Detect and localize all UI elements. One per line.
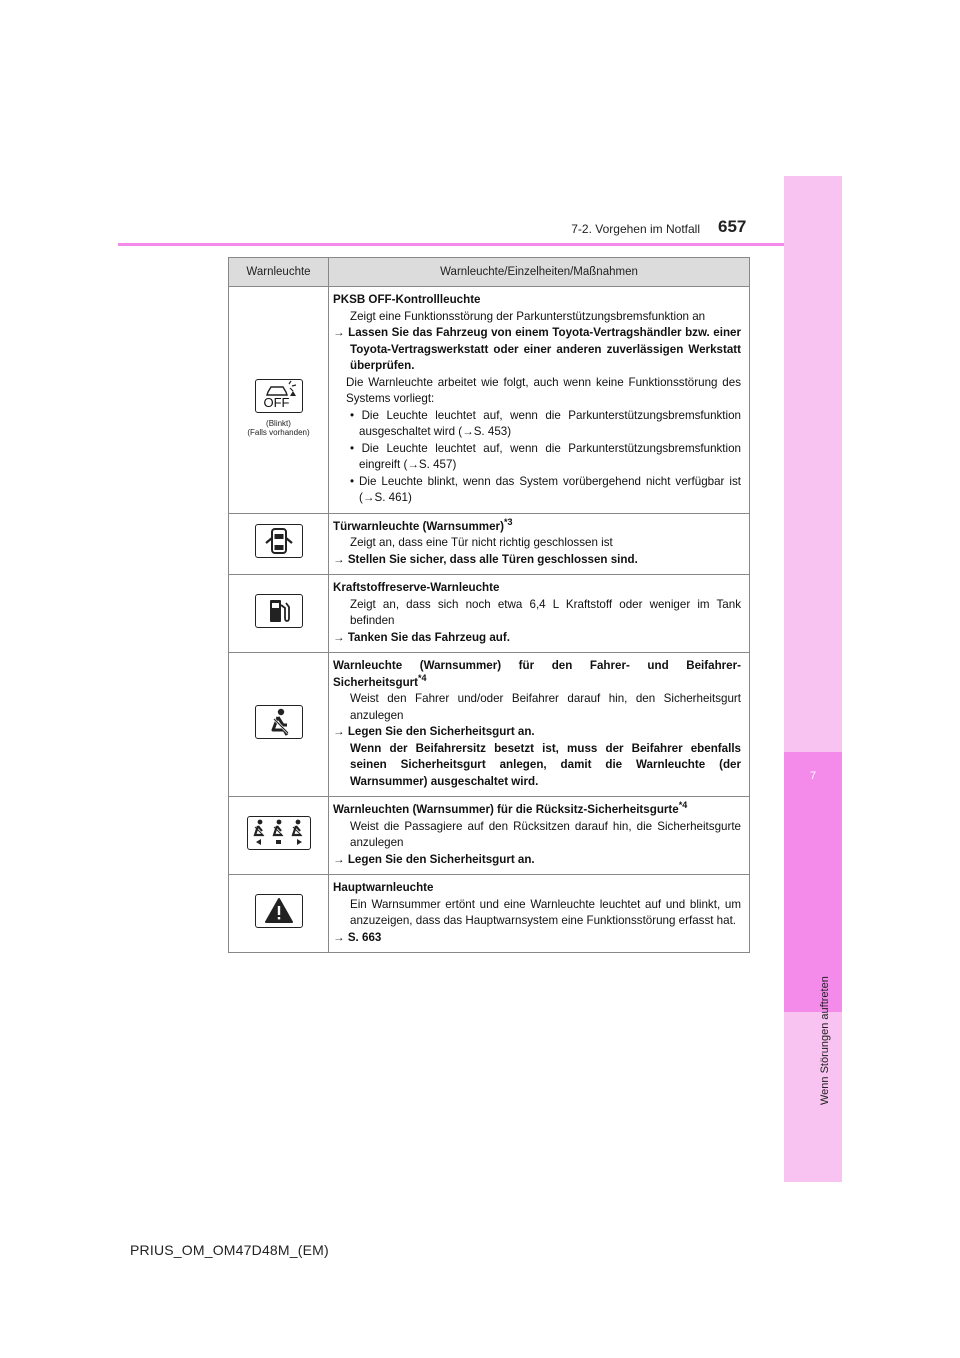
row-action: → Legen Sie den Sicherheitsgurt an. [333, 725, 535, 738]
document-code: PRIUS_OM_OM47D48M_(EM) [130, 1242, 329, 1258]
chapter-number: 7 [809, 770, 817, 782]
details-cell [329, 575, 750, 653]
table-row [229, 287, 750, 514]
row-title: Warnleuchten (Warnsummer) für die Rücksitz-Sicherheitsgurte$^{*4}$ [333, 800, 688, 816]
row-action: → Lassen Sie das Fahrzeug von einem Toyota-Vertragshändler bzw. einer Toyota-Vertragswerkstatt oder einer anderen zuverlässigen Werkstatt überprüfen. [333, 326, 741, 372]
fuel-pump-icon [255, 594, 303, 628]
arrow-icon: → [333, 930, 348, 944]
footnote-marker: *4 [678, 800, 688, 811]
chapter-title: Wenn Störungen auftreten [819, 976, 831, 1105]
row-description: Zeigt eine Funktionsstörung der Parkunterstützungsbremsfunktion an [350, 309, 706, 323]
details-cell [329, 875, 750, 953]
master-warning-icon [255, 894, 303, 928]
row-description: Weist den Fahrer und/oder Beifahrer darauf hin, den Sicherheitsgurt anzulegen [350, 692, 741, 722]
table-row [229, 653, 750, 797]
section-title: 7-2. Vorgehen im Notfall [571, 222, 700, 236]
icon-cell [229, 513, 329, 575]
page-number: 657 [718, 217, 747, 236]
table-row [229, 575, 750, 653]
table-row [229, 797, 750, 875]
icon-note-optional: (Falls vorhanden) [247, 427, 310, 437]
row-action: → S. 663 [333, 930, 382, 944]
row-description: Zeigt an, dass sich noch etwa 6,4 L Kraftstoff oder weniger im Tank befinden [350, 597, 741, 627]
row-action: → Tanken Sie das Fahrzeug auf. [333, 630, 510, 644]
footnote-marker: *4 [418, 672, 427, 683]
header-rule [118, 243, 784, 246]
row-action-note: Wenn der Beifahrersitz besetzt ist, muss der Beifahrer ebenfalls seinen Sicherheitsgurt anlegen, damit die Warnleuchte (der Warnsummer) ausgeschaltet wird. [350, 741, 741, 788]
icon-cell [229, 875, 329, 953]
table-row [229, 513, 750, 575]
row-extra: Die Warnleuchte arbeitet wie folgt, auch wenn keine Funktionsstörung des Systems vorliegt: [346, 375, 741, 405]
row-description: Ein Warnsummer ertönt und eine Warnleuchte leuchtet auf und blinkt, um anzuzeigen, dass das Hauptwarnsystem eine Funktionsstörung erfasst hat. [350, 897, 741, 927]
row-title: Türwarnleuchte (Warnsummer)$^{*3}$ [333, 516, 513, 533]
details-cell [329, 653, 750, 797]
row-title: Warnleuchte (Warnsummer) für den Fahrer- und Beifahrer-Sicherheitsgurt$^{*4}$ [333, 659, 741, 689]
column-header-details: Warnleuchte/Einzelheiten/Maßnahmen [329, 258, 750, 287]
icon-cell [229, 575, 329, 653]
pksb-off-icon [255, 379, 303, 413]
column-header-light: Warnleuchte [229, 258, 329, 287]
arrow-icon: → [333, 725, 348, 738]
chapter-tab-active[interactable] [784, 752, 842, 1012]
details-cell [329, 287, 750, 514]
warning-light-table [228, 257, 750, 953]
pksb-off-label: OFF [263, 395, 290, 410]
list-item: • Die Leuchte blinkt, wenn das System vorübergehend nicht verfügbar ist (→S. 461) [350, 474, 741, 504]
chapter-side-strip [784, 176, 842, 1182]
icon-cell [229, 797, 329, 875]
row-description: Weist die Passagiere auf den Rücksitzen darauf hin, die Sicherheitsgurte anzulegen [350, 819, 741, 849]
row-action: → Stellen Sie sicher, dass alle Türen geschlossen sind. [333, 552, 638, 566]
row-title: Kraftstoffreserve-Warnleuchte [333, 581, 500, 594]
details-cell [329, 513, 750, 575]
table-header-row [229, 258, 750, 287]
arrow-icon: → [333, 630, 348, 644]
arrow-icon: → [333, 552, 348, 566]
icon-cell [229, 653, 329, 797]
seatbelt-icon [255, 705, 303, 739]
row-description: Zeigt an, dass eine Tür nicht richtig geschlossen ist [350, 536, 613, 549]
row-title: Hauptwarnleuchte [333, 881, 434, 894]
arrow-icon: → [333, 326, 349, 339]
row-action: → Legen Sie den Sicherheitsgurt an. [333, 852, 535, 866]
icon-cell [229, 287, 329, 514]
arrow-icon: → [333, 852, 348, 866]
row-title: PKSB OFF-Kontrollleuchte [333, 293, 481, 306]
list-item: • Die Leuchte leuchtet auf, wenn die Parkunterstützungsbremsfunktion eingreift (→S. 457) [350, 441, 742, 471]
rear-seatbelt-icon [247, 816, 311, 850]
details-cell [329, 797, 750, 875]
door-ajar-icon [255, 524, 303, 558]
table-row [229, 875, 750, 953]
icon-note-blink: (Blinkt) [266, 418, 291, 428]
footnote-marker: *3 [503, 516, 513, 527]
list-item: • Die Leuchte leuchtet auf, wenn die Parkunterstützungsbremsfunktion ausgeschaltet wird (→S. 453) [350, 408, 742, 438]
